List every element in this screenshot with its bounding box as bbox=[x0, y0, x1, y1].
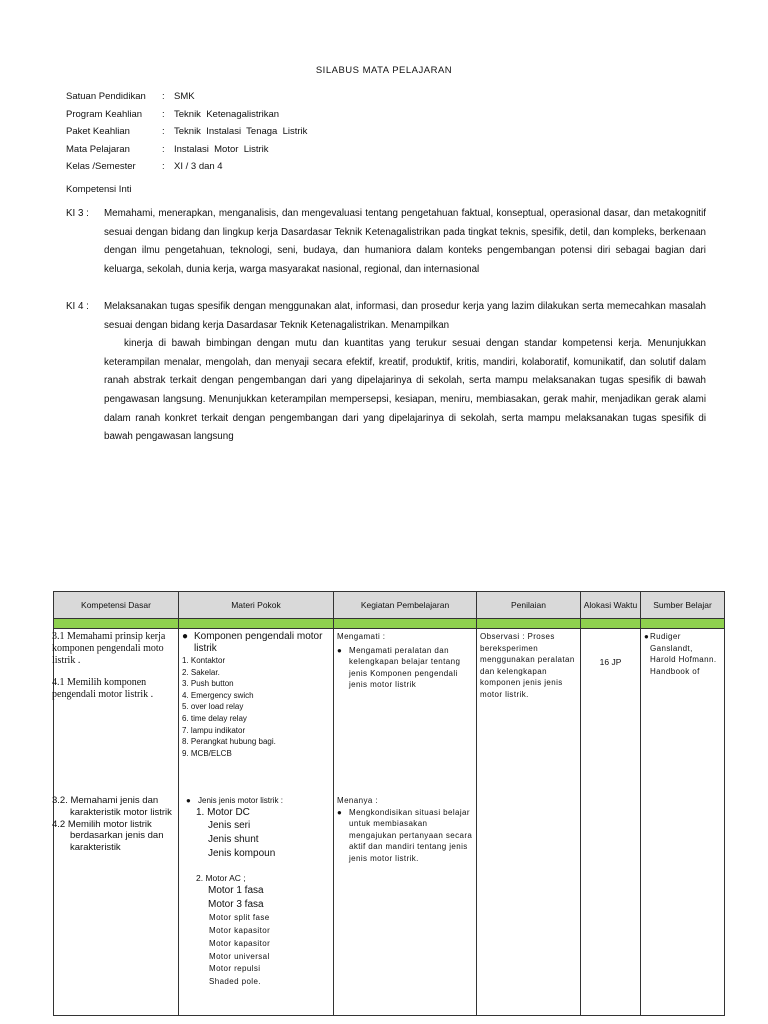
list-item: ● Komponen pengendali motor listrik bbox=[182, 631, 330, 655]
meta-value: Teknik Instalasi Tenaga Listrik bbox=[174, 126, 308, 138]
list-item: Jenis shunt bbox=[208, 833, 259, 845]
list-item: 8. Perangkat hubung bagi. bbox=[182, 737, 276, 747]
list-item: Motor repulsi bbox=[209, 964, 261, 974]
header-sumber-belajar: Sumber Belajar bbox=[641, 592, 725, 619]
kegiatan-title: Mengamati : bbox=[337, 632, 386, 641]
header-kompetensi-dasar: Kompetensi Dasar bbox=[54, 592, 179, 619]
ki3-code: KI 3 : bbox=[66, 208, 89, 219]
list-item: ● Mengkondisikan situasi belajar untuk membiasakan mengajukan pertanyaan secara aktif dan mandiri tentang jenis jenis motor listrik. bbox=[337, 807, 473, 863]
meta-separator: : bbox=[162, 126, 165, 138]
ki3-block bbox=[66, 205, 706, 279]
header-penilaian: Penilaian bbox=[477, 592, 581, 619]
meta-row bbox=[66, 106, 307, 124]
table-row bbox=[54, 793, 725, 1016]
alokasi-cell bbox=[581, 629, 641, 794]
list-item: 2. Motor AC ; bbox=[196, 872, 246, 883]
list-item: 2. Sakelar. bbox=[182, 667, 220, 677]
kegiatan-text: Mengkondisikan situasi belajar untuk membiasakan mengajukan pertanyaan secara aktif dan mandiri tentang jenis jenis motor listrik. bbox=[349, 807, 473, 863]
sumber-cell bbox=[641, 629, 725, 794]
meta-separator: : bbox=[162, 143, 165, 155]
meta-row bbox=[66, 123, 307, 141]
ki4-text-2: kinerja di bawah bimbingan dengan mutu dan kuantitas yang terukur sesuai dengan standar kompetensi kerja. Menunjukkan keterampilan menalar, mengolah, dan menyaji secara efektif, kreatif, produktif, kritis, mandiri, kolaboratif, komunikatif, dan solutif dalam ranah abstrak terkait dengan pengembangan dari yang dipelajarinya di sekolah, serta mampu melaksanakan tugas spesifik di bawah pengawasan langsung. Menunjukkan keterampilan mempersepsi, kesiapan, meniru, membiasakan, gerak mahir, menjadikan gerak alami dalam ranah konkret terkait dengan pengembangan dari yang dipelajarinya di sekolah, serta mampu melaksanakan tugas spesifik di bawah pengawasan langsung bbox=[104, 338, 706, 443]
kegiatan-title: Menanya : bbox=[337, 796, 378, 805]
silabus-table bbox=[53, 591, 725, 1016]
kegiatan-cell bbox=[334, 629, 477, 794]
penilaian-cell bbox=[477, 629, 581, 794]
kd-3-1: 3.1 Memahami prinsip kerja komponen pengendali moto listrik . bbox=[52, 631, 166, 666]
materi-cell bbox=[179, 629, 334, 794]
meta-separator: : bbox=[162, 161, 165, 173]
list-item: Motor universal bbox=[209, 951, 270, 961]
ki3-text: Memahami, menerapkan, menganalisis, dan mengevaluasi tentang pengetahuan faktual, konseptual, operasional dasar, dan metakognitif sesuai dengan bidang dan lingkup kerja Dasardasar Teknik Ketenagalistrikan pada tingkat teknis, spesifik, detil, dan kompleks, berkenaan dengan ilmu pengetahuan, teknologi, seni, budaya, dan humaniora dalam konteks pengembangan potensi diri sebagai bagian dari keluarga, sekolah, dunia kerja, warga masyarakat nasional, regional, dan internasional bbox=[104, 208, 706, 275]
list-item: Motor kapasitor bbox=[209, 925, 271, 935]
list-item: Jenis seri bbox=[208, 819, 251, 831]
meta-label: Mata Pelajaran bbox=[66, 143, 130, 155]
header-materi-pokok: Materi Pokok bbox=[179, 592, 334, 619]
sumber-cell bbox=[641, 793, 725, 1016]
alokasi-text: 16 JP bbox=[599, 657, 622, 667]
materi-cell bbox=[179, 793, 334, 1016]
list-item: ● Rudiger Ganslandt, Harold Hofmann. Handbook of bbox=[644, 631, 721, 677]
penilaian-cell bbox=[477, 793, 581, 1016]
meta-label: Kelas /Semester bbox=[66, 161, 136, 173]
list-item: Motor 3 fasa bbox=[208, 899, 264, 911]
meta-label: Program Keahlian bbox=[66, 108, 143, 120]
list-item: ● Mengamati peralatan dan kelengkapan belajar tentang jenis Komponen pengendali jenis motor listrik bbox=[337, 645, 473, 691]
meta-row bbox=[66, 88, 307, 106]
table-row bbox=[54, 629, 725, 794]
meta-label: Satuan Pendidikan bbox=[66, 91, 146, 103]
meta-label: Paket Keahlian bbox=[66, 126, 130, 138]
header-alokasi-waktu: Alokasi Waktu bbox=[581, 592, 641, 619]
list-item: 7. lampu indikator bbox=[182, 725, 246, 735]
list-item: Motor 1 fasa bbox=[208, 885, 264, 897]
list-item: 6. time delay relay bbox=[182, 713, 247, 723]
document-title: SILABUS MATA PELAJARAN bbox=[315, 65, 453, 76]
kd-3-2: 3.2. Memahami jenis dan karakteristik motor listrik bbox=[52, 795, 172, 818]
meta-value: XI / 3 dan 4 bbox=[174, 161, 223, 173]
penilaian-text: Observasi : Proses bereksperimen menggunakan peralatan dan kelengkapan komponen jenis jenis motor listrik. bbox=[480, 632, 575, 699]
header-kegiatan: Kegiatan Pembelajaran bbox=[334, 592, 477, 619]
materi-title: Komponen pengendali motor listrik bbox=[194, 631, 323, 654]
kd-cell bbox=[54, 629, 179, 794]
list-item: 9. MCB/ELCB bbox=[182, 748, 232, 758]
list-item: Jenis kompoun bbox=[208, 847, 276, 859]
kegiatan-text: Mengamati peralatan dan kelengkapan belajar tentang jenis Komponen pengendali jenis motor listrik bbox=[349, 645, 461, 690]
kd-cell bbox=[54, 793, 179, 1016]
meta-separator: : bbox=[162, 91, 165, 103]
meta-value: Instalasi Motor Listrik bbox=[174, 143, 269, 155]
identity-block bbox=[66, 88, 307, 176]
list-item: ● Jenis jenis motor listrik : bbox=[186, 796, 283, 805]
meta-row bbox=[66, 158, 307, 176]
list-item: 4. Emergency swich bbox=[182, 690, 254, 700]
kd-4-1: 4.1 Memilih komponen pengendali motor listrik . bbox=[52, 677, 154, 700]
list-item: 1. Kontaktor bbox=[182, 656, 226, 665]
list-item: 1. Motor DC bbox=[196, 806, 250, 818]
meta-value: Teknik Ketenagalistrikan bbox=[174, 108, 280, 120]
kd-4-2: 4.2 Memilih motor listrik berdasarkan jenis dan karakteristik bbox=[52, 818, 164, 854]
meta-row bbox=[66, 141, 307, 159]
kegiatan-cell bbox=[334, 793, 477, 1016]
materi-title: Jenis jenis motor listrik : bbox=[198, 796, 283, 805]
ki4-code: KI 4 : bbox=[66, 301, 89, 312]
list-item: Motor split fase bbox=[209, 913, 270, 923]
table-header-row bbox=[54, 592, 725, 619]
meta-value: SMK bbox=[174, 91, 195, 103]
ki-heading: Kompetensi Inti bbox=[66, 184, 132, 195]
list-item: Shaded pole. bbox=[209, 977, 261, 987]
alokasi-cell bbox=[581, 793, 641, 1016]
list-item: Motor kapasitor bbox=[209, 938, 271, 948]
ki4-text-1: Melaksanakan tugas spesifik dengan menggunakan alat, informasi, dan prosedur kerja yang lazim dilakukan serta memecahkan masalah sesuai dengan bidang kerja Dasardasar Teknik Ketenagalistrikan. Menampilkan bbox=[104, 301, 706, 331]
list-item: 5. over load relay bbox=[182, 702, 244, 712]
meta-separator: : bbox=[162, 108, 165, 120]
ki4-block bbox=[66, 298, 706, 447]
list-item: 3. Push button bbox=[182, 679, 234, 689]
sumber-text: Rudiger Ganslandt, Harold Hofmann. Handbook of bbox=[650, 632, 717, 676]
table-separator-row bbox=[54, 619, 725, 629]
